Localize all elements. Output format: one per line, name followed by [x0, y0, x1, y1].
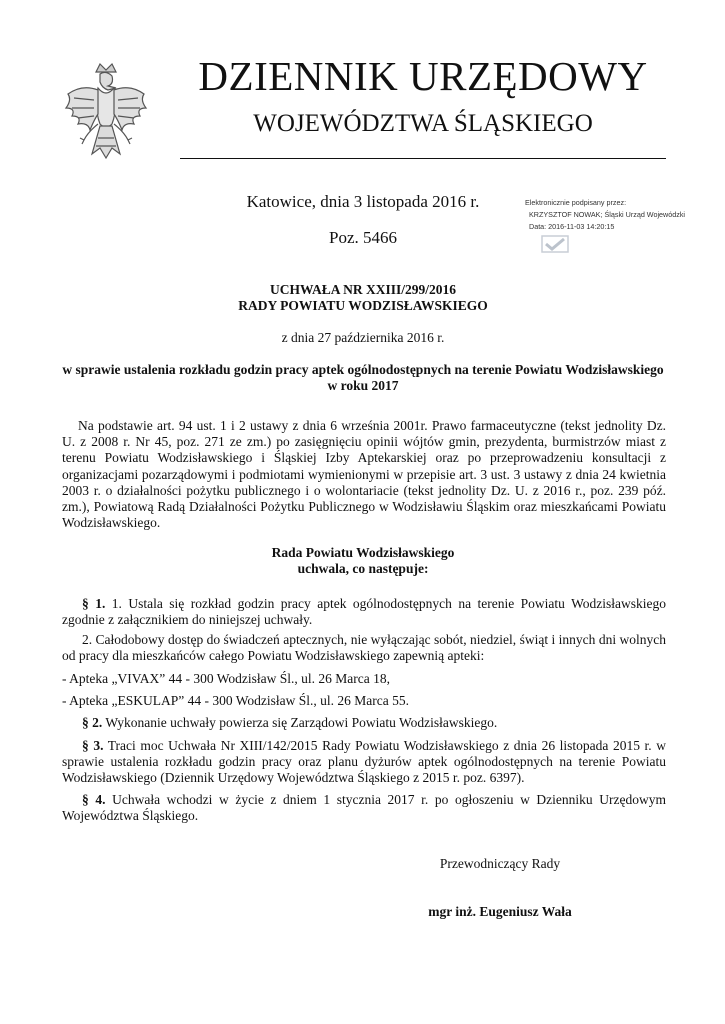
signature-line-3: Data: 2016-11-03 14:20:15	[529, 222, 615, 231]
section-3-label: § 3.	[82, 738, 104, 753]
resolution-subject-line-2: w roku 2017	[327, 378, 399, 393]
section-2-paragraph	[62, 715, 666, 731]
section-1-text: 1. Ustala się rozkład godzin pracy aptek ogólnodostępnych na terenie Powiatu Wodzisławskiego zgodnie z załącznikiem do niniejszej uchwały.	[62, 596, 667, 628]
position-number: Poz. 5466	[329, 228, 397, 247]
signature-check-icon	[538, 232, 572, 256]
place-date: Katowice, dnia 3 listopada 2016 r.	[246, 192, 480, 211]
section-4-paragraph	[62, 792, 666, 824]
section-3-text: Traci moc Uchwała Nr XIII/142/2015 Rady Powiatu Wodzisławskiego z dnia 26 listopada 2015 r. w sprawie ustalenia rozkładu godzin pracy oraz planu dyżurów aptek ogólnodostępnych na terenie Powiatu Wodzisławskiego (Dziennik Urzędowy Województwa Śląskiego z 2015 r. poz. 6397).	[62, 738, 666, 786]
journal-title: DZIENNIK URZĘDOWY	[198, 53, 648, 99]
section-1-point-2: 2. Całodobowy dostęp do świadczeń aptecznych, nie wyłączając sobót, niedziel, świąt i innych dni wolnych od pracy dla mieszkańców całego Powiatu Wodzisławskiego zapewnią apteki:	[62, 632, 666, 664]
pharmacy-item: - Apteka „ESKULAP” 44 - 300 Wodzisław Śl., ul. 26 Marca 55.	[62, 693, 409, 708]
signature-line-2: KRZYSZTOF NOWAK; Śląski Urząd Wojewódzki	[529, 210, 686, 219]
decision-line-2: uchwala, co następuje:	[297, 561, 429, 576]
pharmacy-item: - Apteka „VIVAX” 44 - 300 Wodzisław Śl., ul. 26 Marca 18,	[62, 671, 390, 686]
section-3-paragraph	[62, 738, 666, 787]
journal-subtitle: WOJEWÓDZTWA ŚLĄSKIEGO	[253, 110, 593, 137]
section-2-label: § 2.	[82, 715, 103, 730]
section-2-text: Wykonanie uchwały powierza się Zarządowi Powiatu Wodzisławskiego.	[102, 715, 498, 730]
resolution-number: UCHWAŁA NR XXIII/299/2016	[269, 282, 457, 297]
polish-eagle-emblem-icon	[60, 58, 152, 170]
section-4-text: Uchwała wchodzi w życie z dniem 1 stycznia 2017 r. po ogłoszeniu w Dzienniku Urzędowym Województwa Śląskiego.	[62, 792, 667, 824]
section-1-paragraph	[62, 596, 666, 628]
resolution-body: RADY POWIATU WODZISŁAWSKIEGO	[238, 298, 488, 313]
section-4-label: § 4.	[82, 792, 106, 807]
signatory-name: mgr inż. Eugeniusz Wała	[428, 904, 572, 919]
signature-line-1: Elektronicznie podpisany przez:	[525, 198, 627, 207]
header-divider	[180, 158, 666, 159]
electronic-signature-box	[525, 197, 725, 233]
resolution-subject-line-1: w sprawie ustalenia rozkładu godzin pracy aptek ogólnodostępnych na terenie Powiatu Wodzisławskiego	[62, 362, 664, 377]
section-1-label: § 1.	[82, 596, 106, 611]
signatory-role: Przewodniczący Rady	[439, 856, 561, 871]
preamble-paragraph: Na podstawie art. 94 ust. 1 i 2 ustawy z dnia 6 września 2001r. Prawo farmaceutyczne (tekst jednolity Dz. U. z 2008 r. Nr 45, poz. 271 ze zm.) po zasięgnięciu opinii wójtów gmin, prezydenta, burmistrzów miast z terenu Powiatu Wodzisławskiego i Śląskiej Izby Aptekarskiej oraz po przeprowadzeniu konsultacji z organizacjami pozarządowymi i podmiotami wymienionymi w przepisie art. 3 ust. 3 ustawy z dnia 24 kwietnia 2003 r. o działalności pożytku publicznego i o wolontariacie (tekst jednolity Dz. U. z 2016 r., poz. 239 póź. zm.), Powiatową Radą Działalności Pożytku Publicznego w Wodzisławiu Śląskim oraz mieszkańcami Powiatu Wodzisławskiego.	[62, 418, 666, 531]
resolution-date: z dnia 27 października 2016 r.	[281, 330, 445, 345]
decision-line-1: Rada Powiatu Wodzisławskiego	[271, 545, 455, 560]
